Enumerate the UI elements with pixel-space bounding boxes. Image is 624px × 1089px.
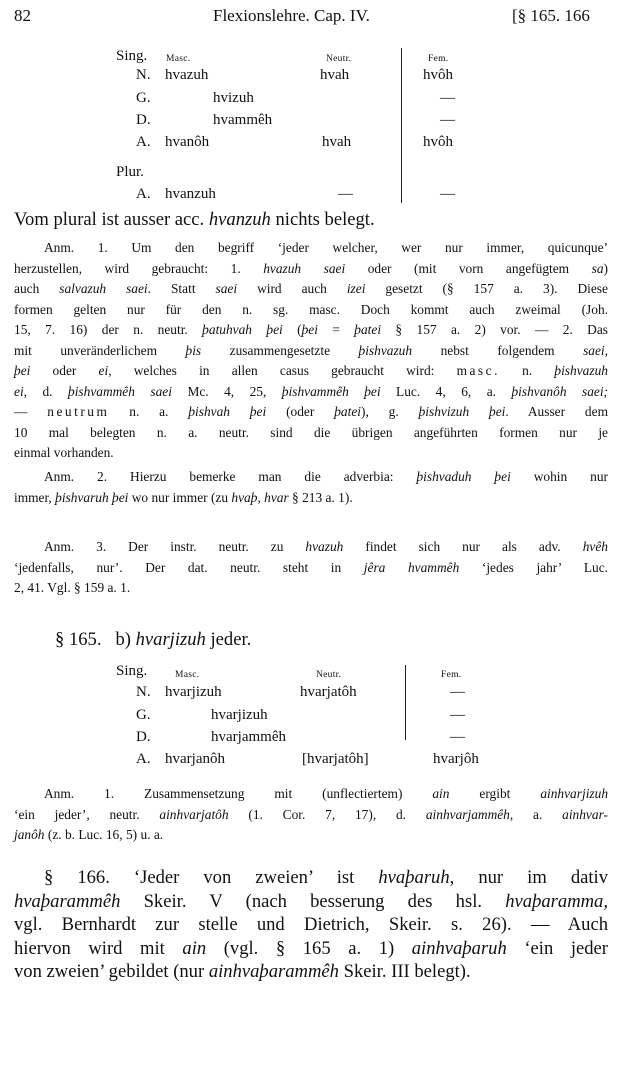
col-header-neutr: Neutr. <box>326 54 352 64</box>
case-label: A. <box>136 186 151 202</box>
text-run: wohin nur <box>510 469 608 484</box>
form-fem: hvarjôh <box>433 751 479 767</box>
case-label: N. <box>136 684 151 700</box>
gothic-word: þishvazuh <box>358 342 413 358</box>
gothic-word: salvazuh saei <box>59 281 148 296</box>
gothic-word: hvaþarammêh <box>14 890 121 912</box>
text-run: 2, 41. Vgl. § 159 a. 1. <box>14 580 131 595</box>
text-run: (1. Cor. 7, 17), d. <box>228 806 426 822</box>
text-line <box>14 784 608 805</box>
gothic-word: þatuhvah þei <box>202 322 283 337</box>
form-neutr: — <box>338 186 353 202</box>
text-run: immer, <box>14 489 56 505</box>
text-run: einmal vorhanden. <box>14 445 114 460</box>
text-run: Anm. 1. Um den begriff ‘jeder welcher, wer nur immer, quicunque’ <box>44 240 608 255</box>
text-run: . Statt <box>147 281 216 296</box>
text-run: ( <box>282 322 302 337</box>
text-run: gesetzt (§ 157 a. 3). Diese <box>365 281 608 296</box>
text-run: hiervon wird mit <box>14 937 183 959</box>
text-line <box>14 890 608 914</box>
plural-note-text: nichts belegt. <box>270 209 375 230</box>
col-header-fem: Fem. <box>428 54 449 64</box>
text-run: ) <box>603 260 608 276</box>
case-label: N. <box>136 67 151 83</box>
form-fem: — <box>450 684 465 700</box>
gothic-word: þatei <box>334 404 361 419</box>
text-run: ), g. <box>360 404 419 419</box>
gothic-word: saei, <box>583 342 608 358</box>
section-number: § 165. <box>55 629 102 650</box>
text-run: (vgl. § 165 a. 1) <box>206 937 412 959</box>
form-masc: hvizuh <box>213 90 254 106</box>
running-title: Flexionslehre. Cap. IV. <box>213 6 370 25</box>
text-run: ergibt <box>449 786 541 801</box>
text-run: formen gelten nur für den n. sg. masc. Doch kommt auch zweimal (Joh. <box>14 301 608 317</box>
section-reference: [§ 165. 166 <box>512 6 590 25</box>
text-run: Skeir. III belegt). <box>338 961 471 982</box>
section-gloss: jeder. <box>210 629 252 650</box>
form-fem: — <box>450 707 465 723</box>
text-run: zusammengesetzte <box>201 342 359 358</box>
text-run: § 213 a. 1). <box>288 489 353 505</box>
text-run: § 157 a. 2) vor. — 2. Das <box>381 322 609 337</box>
case-label: D. <box>136 112 151 128</box>
text-run: n. <box>499 363 555 378</box>
plural-note-word: hvanzuh <box>208 209 271 230</box>
note-165-anm-1 <box>14 784 608 846</box>
gothic-word: hvêh <box>582 539 608 554</box>
gothic-word: ain <box>432 786 450 801</box>
text-run: oder <box>30 363 99 378</box>
form-fem: hvôh <box>423 67 453 83</box>
gothic-word: ainhvarjatôh <box>159 806 229 822</box>
text-run: , welches in allen casus gebraucht wird: <box>108 363 457 378</box>
gothic-word: þishvammêh saei <box>68 383 172 399</box>
form-fem: — <box>440 90 455 106</box>
text-run: (z. b. Luc. 16, 5) u. a. <box>44 827 164 842</box>
text-run: — <box>14 404 48 419</box>
text-line <box>14 960 608 984</box>
gothic-word: janôh <box>14 827 45 842</box>
text-run: Luc. 4, 6, a. <box>380 383 512 399</box>
gothic-word: þatei <box>354 322 382 337</box>
page-number: 82 <box>14 6 31 25</box>
sing-label: Sing. <box>116 48 148 64</box>
text-run: herzustellen, wird gebraucht: 1. <box>14 260 264 276</box>
form-masc: hvarjizuh <box>165 684 222 700</box>
text-run: 10 mal belegten n. a. neutr. sind die übrigen angeführten formen nur je <box>14 424 608 440</box>
text-run: = <box>317 322 355 337</box>
text-run: von zweien’ gebildet (nur <box>14 961 209 982</box>
gothic-word: ainhvaþaruh <box>411 937 507 959</box>
col-header-masc: Masc. <box>166 54 191 64</box>
gothic-word: þis <box>185 342 202 358</box>
gothic-word: ainhvarjammêh <box>425 806 510 822</box>
text-run: , a. <box>509 806 563 822</box>
gothic-word: ain <box>182 937 207 959</box>
section-label: b) <box>115 629 131 650</box>
gothic-word: þei <box>301 322 318 337</box>
text-run: Mc. 4, 25, <box>171 383 282 399</box>
text-run: (oder <box>266 404 335 419</box>
case-label: A. <box>136 751 151 767</box>
text-run: , nur im dativ <box>449 867 608 888</box>
text-run: Anm. 2. Hierzu bemerke man die adverbia: <box>44 469 417 484</box>
text-run: 15, 7. 16) der n. neutr. <box>14 322 203 337</box>
column-divider <box>405 665 406 740</box>
gothic-word: þishvaduh þei <box>416 469 511 484</box>
gothic-word: hvaþaruh <box>378 867 450 888</box>
text-run: wo nur immer (zu <box>128 489 232 505</box>
text-run: , d. <box>23 383 68 399</box>
text-run: Anm. 1. Zusammensetzung mit (unflectiertem) <box>44 786 433 801</box>
section-word: hvarjizuh <box>135 629 206 650</box>
gothic-word: þishvah þei <box>188 404 267 419</box>
sing-label: Sing. <box>116 663 148 679</box>
case-label: D. <box>136 729 151 745</box>
form-fem: — <box>440 112 455 128</box>
form-neutr: hvah <box>322 134 352 150</box>
gothic-word: hvazuh saei <box>263 260 346 276</box>
text-line <box>14 805 608 826</box>
gothic-word: þishvaruh þei <box>55 489 129 505</box>
gothic-word: ei <box>98 363 109 378</box>
gothic-word: saei <box>215 281 238 296</box>
text-run: wird auch <box>237 281 347 296</box>
plural-note-text: Vom plural ist ausser acc. <box>14 209 209 230</box>
text-line <box>14 825 608 846</box>
form-fem: — <box>450 729 465 745</box>
form-neutr: [hvarjatôh] <box>302 751 369 767</box>
text-run: nebst folgendem <box>412 342 584 358</box>
case-label: G. <box>136 90 151 106</box>
text-line <box>14 866 608 890</box>
form-masc: hvazuh <box>165 67 209 83</box>
col-header-neutr: Neutr. <box>316 670 342 680</box>
gothic-word: ainhvaþarammêh <box>208 961 339 982</box>
form-masc: hvammêh <box>213 112 273 128</box>
form-neutr: hvah <box>320 67 350 83</box>
text-line <box>14 913 608 937</box>
form-masc: hvanzuh <box>165 186 216 202</box>
text-run: ‘jedes jahr’ Luc. <box>459 559 608 575</box>
form-masc: hvarjammêh <box>211 729 286 745</box>
text-run: . Ausser dem <box>505 404 608 419</box>
form-fem: — <box>440 186 455 202</box>
gothic-word: hvaþ, hvar <box>231 489 289 505</box>
col-header-masc: Masc. <box>175 670 200 680</box>
form-masc: hvarjizuh <box>211 707 268 723</box>
form-masc: hvanôh <box>165 134 210 150</box>
gothic-word: þishvizuh þei <box>418 404 506 419</box>
gothic-word: ainhvar- <box>562 806 608 822</box>
gothic-word: þishvazuh <box>554 363 608 378</box>
text-run: oder (mit vorn angefügtem <box>345 260 592 276</box>
form-fem: hvôh <box>423 134 453 150</box>
gothic-word: sa <box>591 260 604 276</box>
gothic-word: ainhvarjizuh <box>540 786 609 801</box>
text-run: vgl. Bernhardt zur stelle und Dietrich, Skeir. s. 26). — Auch <box>14 914 608 935</box>
case-label: G. <box>136 707 151 723</box>
text-run: auch <box>14 281 60 296</box>
text-run: ‘ein jeder’, neutr. <box>14 806 160 822</box>
gothic-word: hvaþaramma, <box>505 890 608 912</box>
text-line <box>14 937 608 961</box>
gothic-word: izei <box>346 281 366 296</box>
form-masc: hvarjanôh <box>165 751 225 767</box>
section-166-paragraph <box>14 866 608 984</box>
text-run: masc. <box>456 363 500 378</box>
gothic-word: þishvanôh saei; <box>511 383 609 399</box>
text-run: findet sich nur als adv. <box>343 539 583 554</box>
plur-label: Plur. <box>116 164 144 180</box>
text-run: mit unveränderlichem <box>14 342 186 358</box>
text-run: Skeir. V (nach besserung des hsl. <box>120 890 506 912</box>
text-run: ‘jedenfalls, nur’. Der dat. neutr. steht in <box>14 559 364 575</box>
text-run: neutrum <box>47 404 110 419</box>
gothic-word: þishvammêh þei <box>281 383 381 399</box>
case-label: A. <box>136 134 151 150</box>
col-header-fem: Fem. <box>441 670 462 680</box>
gothic-word: ei <box>14 383 24 399</box>
text-run: ‘ein jeder <box>506 937 608 959</box>
gothic-word: þei <box>14 363 31 378</box>
gothic-word: hvazuh <box>305 539 344 554</box>
gothic-word: jêra hvammêh <box>363 559 460 575</box>
text-run: § 166. ‘Jeder von zweien’ ist <box>44 867 379 888</box>
text-run: Anm. 3. Der instr. neutr. zu <box>44 539 306 554</box>
form-neutr: hvarjatôh <box>300 684 357 700</box>
text-run: n. a. <box>109 404 189 419</box>
